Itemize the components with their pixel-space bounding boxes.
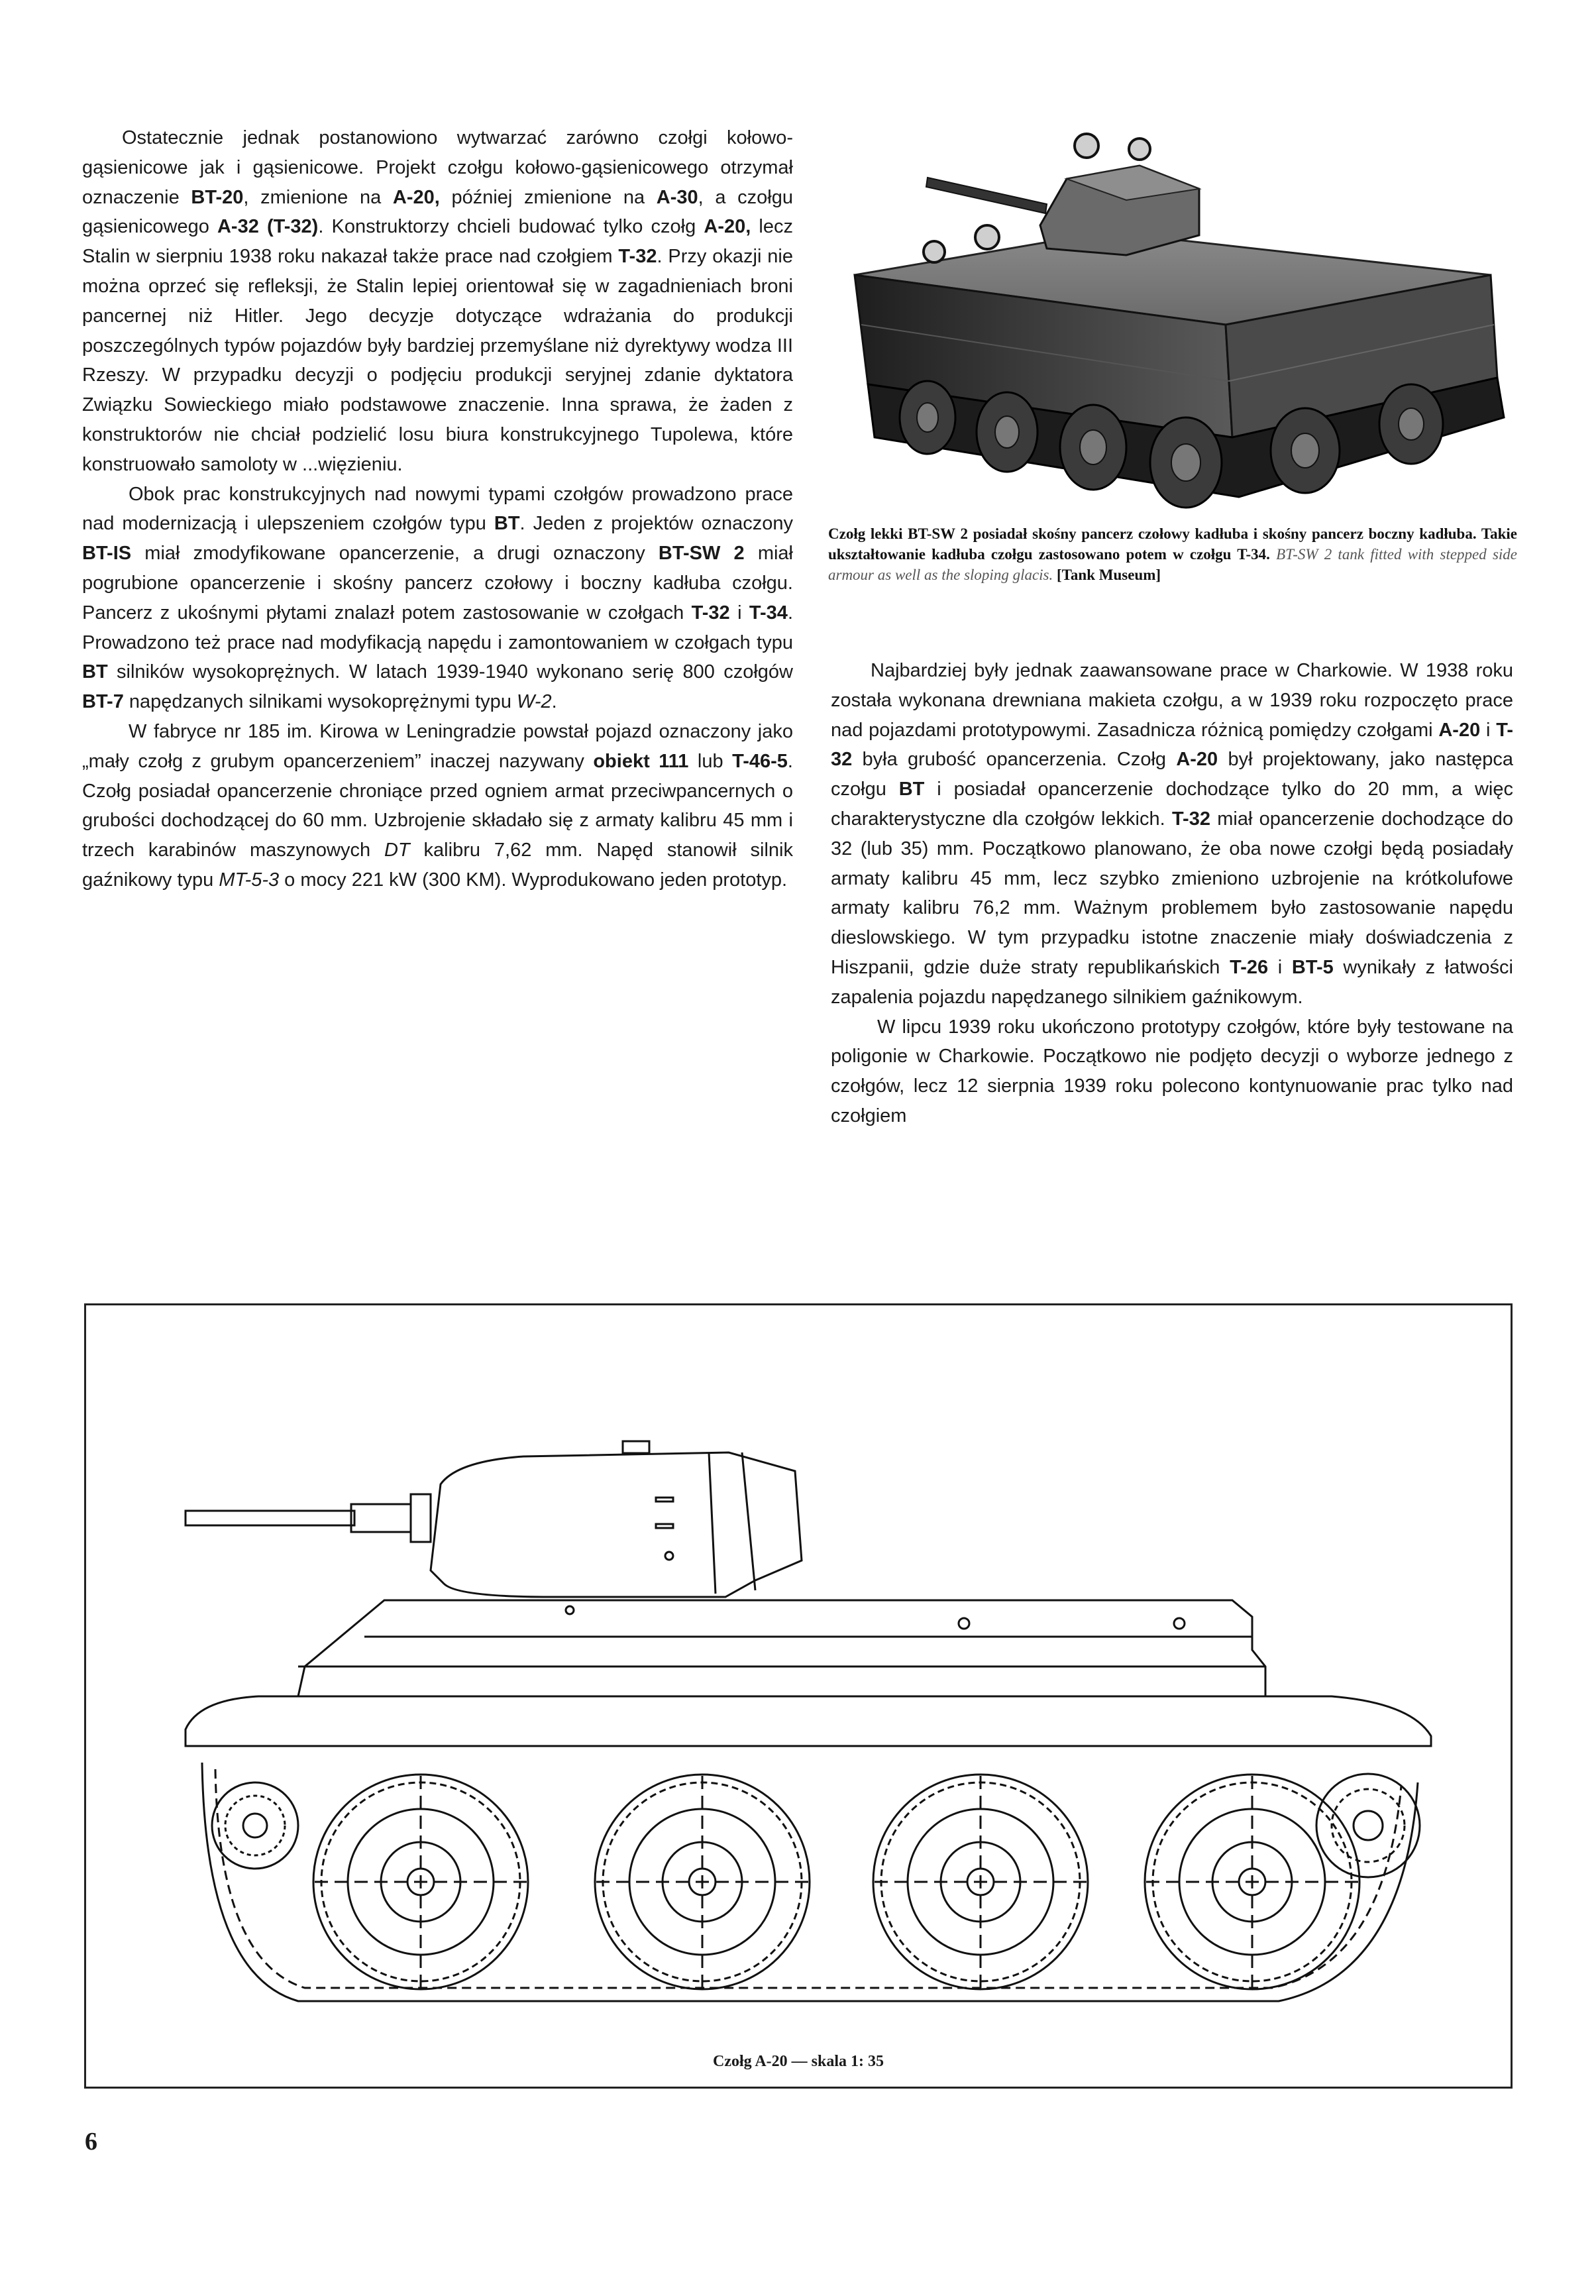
text-run: lub bbox=[688, 750, 733, 772]
text-run: T-34 bbox=[749, 602, 788, 624]
text-run: Ostatecznie jednak postanowiono wytwarzać zarówno czołgi kołowo-gąsienicowe jak i gąsienicowe. Projekt czołgu kołowo-gąsienicowego otrzymał oznaczenie bbox=[82, 127, 793, 208]
text-run: . bbox=[551, 691, 557, 713]
text-run: W-2 bbox=[517, 691, 552, 713]
text-run: BT-5 bbox=[1291, 956, 1334, 978]
page-number: 6 bbox=[85, 2128, 97, 2156]
text-run: i posiadał opancerzenie dochodzące tylko do 20 mm, a więc charakterystyczne dla czołgów lekkich. bbox=[831, 779, 1513, 830]
text-run: wynikały z łatwości zapalenia pojazdu napędzanego silnikiem gaźnikowym. bbox=[831, 956, 1513, 1008]
right-paragraph-2 bbox=[831, 1012, 1513, 1131]
text-run: , zmienione na bbox=[243, 186, 393, 208]
text-run: lecz Stalin w sierpniu 1938 roku nakazał także prace nad czołgiem bbox=[82, 216, 793, 268]
text-run: miał opancerzenie dochodzące do 32 (lub 35) mm. Początkowo planowano, że oba nowe czołgi będą posiadały armaty kalibru 45 mm, lecz szybko zmieniono uzbrojenie na krótkolufowe armaty kalibru 76,2 mm. Ważnym problemem było zastosowanie napędu dieslowskiego. W tym przypadku istotne znaczenie miały doświadczenia z Hiszpanii, gdzie duże straty republikańskich bbox=[831, 808, 1513, 978]
text-run: [Tank Museum] bbox=[1053, 567, 1161, 583]
right-text-column bbox=[831, 656, 1513, 1131]
text-run: T-32 bbox=[831, 719, 1513, 771]
text-run: obiekt 111 bbox=[593, 750, 689, 772]
text-run: BT bbox=[494, 513, 520, 535]
text-run: BT-IS bbox=[82, 543, 132, 565]
text-run: A-20, bbox=[704, 216, 751, 238]
left-paragraph-3 bbox=[82, 717, 793, 895]
tank-a20-side-view-drawing bbox=[86, 1305, 1511, 2021]
text-run: . Czołg posiadał opancerzenie chroniące przed ogniem armat przeciwpancernych o grubości dochodzącej do 60 mm. Uzbrojenie składało się z armaty kalibru 45 mm i trzech karabinów maszynowych bbox=[82, 750, 793, 861]
drawing-caption: Czołg A-20 — skala 1: 35 bbox=[713, 2053, 884, 2070]
text-run: T-26 bbox=[1230, 956, 1269, 978]
text-run: Najbardziej były jednak zaawansowane prace w Charkowie. W 1938 roku została wykonana drewniana makieta czołgu, a w 1939 roku rozpoczęto prace nad pojazdami prototypowymi. Zasadnicza różnicą pomiędzy czołgami bbox=[831, 660, 1513, 741]
text-run: T-32 bbox=[618, 246, 657, 268]
text-run: później zmienione na bbox=[439, 186, 657, 208]
text-run: i bbox=[729, 602, 749, 624]
text-run: T-46-5 bbox=[732, 750, 788, 772]
text-run: BT-7 bbox=[82, 691, 124, 713]
text-run: Czołg lekki BT-SW 2 posiadał skośny pancerz czołowy kadłuba i skośny pancerz boczny kadłuba. Takie ukształtowanie kadłuba czołgu zastosowano potem w czołgu T-34. bbox=[828, 525, 1517, 563]
text-run: A-32 (T-32) bbox=[217, 216, 319, 238]
text-run: i bbox=[1268, 956, 1292, 978]
text-run: DT bbox=[384, 840, 410, 861]
text-run: miał pogrubione opancerzenie i skośny pancerz czołowy i boczny kadłuba czołgu. Pancerz z ukośnymi płytami znalazł potem zastosowanie w czołgach bbox=[82, 543, 793, 624]
text-run: MT-5-3 bbox=[219, 869, 280, 891]
text-run: W fabryce nr 185 im. Kirowa w Leningradzie powstał pojazd oznaczony jako „mały czołg z grubym opancerzeniem” inaczej nazywany bbox=[82, 720, 793, 772]
text-run: , a czołgu gąsienicowego bbox=[82, 186, 793, 238]
text-run: i bbox=[1480, 719, 1497, 741]
text-run: T-32 bbox=[1171, 808, 1210, 830]
text-run: A-30 bbox=[656, 186, 698, 208]
text-run: A-20, bbox=[392, 186, 440, 208]
text-run: . Przy okazji nie można oprzeć się refleksji, że Stalin lepiej orientował się w zagadnieniach broni pancernej niż Hitler. Jego decyzje dotyczące wdrażania do produkcji poszczególnych typów pojazdów były bardziej przemyślane niż dyrektywy wodza III Rzeszy. W przypadku decyzji o podjęciu produkcji seryjnej zdanie dyktatora Związku Sowieckiego miało podstawowe znaczenie. Inna sprawa, że żaden z konstruktorów nie chciał podzielić losu biura konstrukcyjnego Tupolewa, które konstruowało samoloty w ...więzieniu. bbox=[82, 246, 793, 475]
left-text-column bbox=[82, 123, 793, 895]
text-run: A-20 bbox=[1176, 749, 1218, 771]
text-run: BT-SW 2 bbox=[658, 543, 745, 565]
photo-caption bbox=[828, 523, 1517, 585]
tank-photo-bt-sw2 bbox=[828, 126, 1517, 517]
text-run: BT bbox=[82, 661, 108, 683]
text-run: o mocy 221 kW (300 KM). Wyprodukowano jeden prototyp. bbox=[279, 869, 788, 891]
text-run: napędzanych silnikami wysokoprężnymi typu bbox=[123, 691, 517, 713]
left-paragraph-2 bbox=[82, 480, 793, 717]
text-run: . Jeden z projektów oznaczony bbox=[519, 513, 793, 535]
text-run: była grubość opancerzenia. Czołg bbox=[852, 749, 1177, 771]
text-run: kalibru 7,62 mm. Napęd stanowił silnik gaźnikowy typu bbox=[82, 840, 793, 891]
left-paragraph-1 bbox=[82, 123, 793, 480]
text-run: BT-SW 2 tank fitted with stepped side armour as well as the sloping glacis. bbox=[828, 546, 1518, 583]
text-run: W lipcu 1939 roku ukończono prototypy czołgów, które były testowane na poligonie w Charkowie. Początkowo nie podjęto decyzji o wyborze jednego z czołgów, lecz 12 sierpnia 1939 roku polecono kontynuowanie prac tylko nad czołgiem bbox=[831, 1016, 1513, 1126]
text-run: Obok prac konstrukcyjnych nad nowymi typami czołgów prowadzono prace nad modernizacją i ulepszeniem czołgów typu bbox=[82, 483, 793, 535]
text-run: . Konstruktorzy chcieli budować tylko czołg bbox=[318, 216, 704, 238]
text-run: silników wysokoprężnych. W latach 1939-1940 wykonano serię 800 czołgów bbox=[107, 661, 793, 683]
text-run: T-32 bbox=[691, 602, 730, 624]
right-paragraph-1 bbox=[831, 656, 1513, 1012]
text-run: . Prowadzono też prace nad modyfikacją napędu i zamontowaniem w czołgach typu bbox=[82, 602, 793, 653]
tank-drawing-frame bbox=[84, 1303, 1513, 2089]
text-run: BT bbox=[898, 779, 925, 800]
text-run: A-20 bbox=[1438, 719, 1481, 741]
text-run: BT-20 bbox=[191, 186, 244, 208]
text-run: był projektowany, jako następca czołgu bbox=[831, 749, 1513, 800]
text-run: miał zmodyfikowane opancerzenie, a drugi oznaczony bbox=[131, 543, 659, 565]
